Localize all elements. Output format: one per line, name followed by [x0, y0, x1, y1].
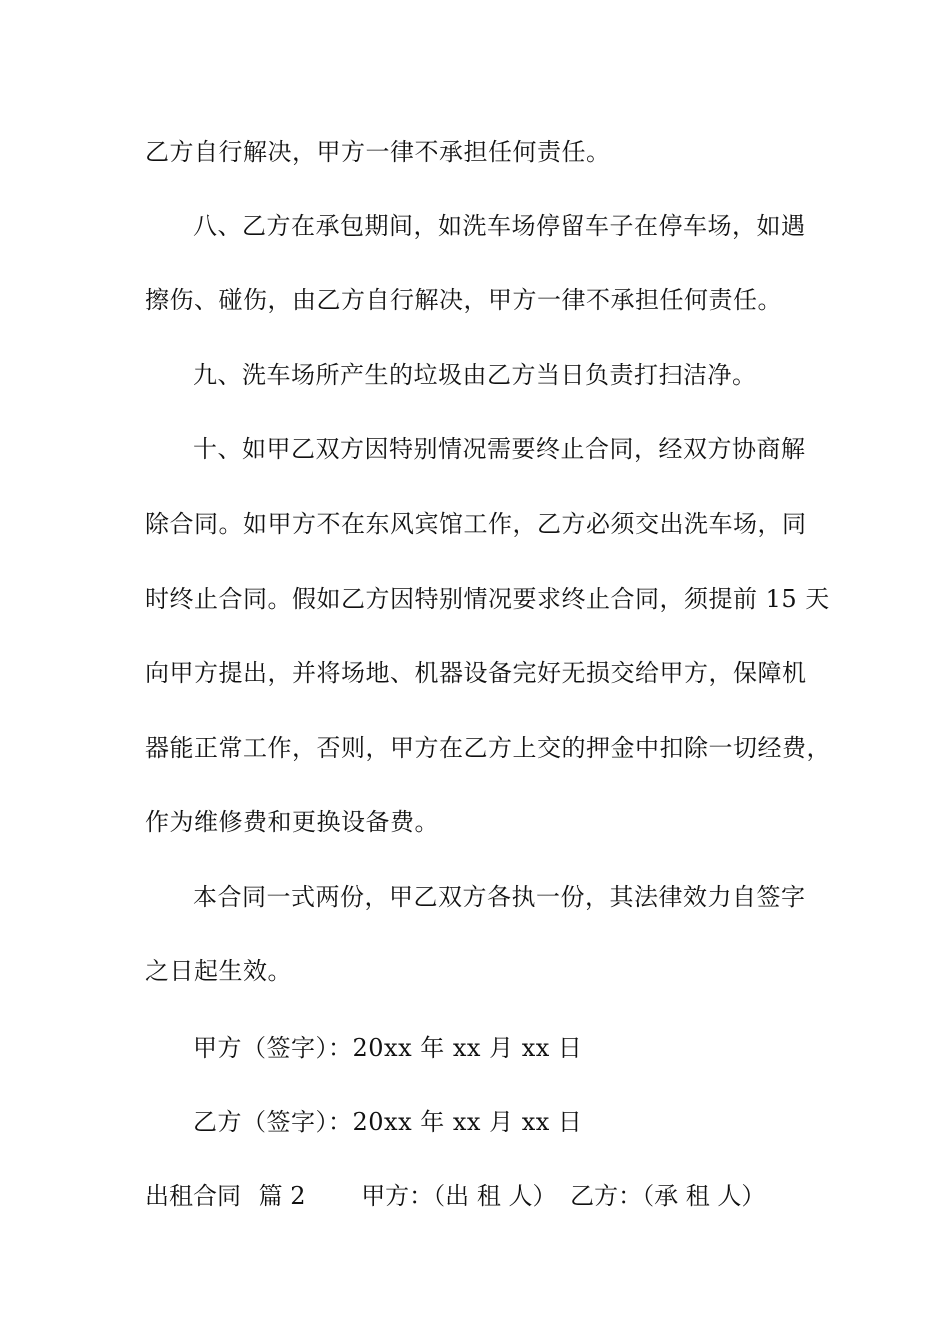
text-line-2: 八、乙方在承包期间，如洗车场停留车子在停车场，如遇	[193, 212, 806, 240]
text-line-11: 本合同一式两份，甲乙双方各执一份，其法律效力自签字	[193, 883, 806, 911]
next-contract-heading	[145, 1181, 765, 1211]
text-line-4: 九、洗车场所产生的垃圾由乙方当日负责打扫洁净。	[193, 361, 757, 389]
text-line-6: 除合同。如甲方不在东风宾馆工作，乙方必须交出洗车场，同	[145, 510, 807, 538]
text-line-8: 向甲方提出，并将场地、机器设备完好无损交给甲方，保障机	[145, 659, 807, 687]
party-b-label: 乙方：（承 租 人）	[570, 1182, 766, 1210]
text-line-7: 时终止合同。假如乙方因特别情况要求终止合同，须提前 15 天	[145, 585, 830, 613]
text-line-9: 器能正常工作，否则，甲方在乙方上交的押金中扣除一切经费，	[145, 734, 831, 762]
section-label: 篇 2	[258, 1182, 306, 1210]
signature-line-party-b: 乙方（签字）：20xx 年 xx 月 xx 日	[193, 1108, 583, 1136]
text-line-1: 乙方自行解决，甲方一律不承担任何责任。	[145, 138, 611, 166]
text-line-10: 作为维修费和更换设备费。	[145, 808, 439, 836]
text-line-3: 擦伤、碰伤，由乙方自行解决，甲方一律不承担任何责任。	[145, 286, 782, 314]
text-line-5: 十、如甲乙双方因特别情况需要终止合同，经双方协商解	[193, 435, 806, 463]
contract-title: 出租合同	[145, 1182, 241, 1210]
text-line-12: 之日起生效。	[145, 957, 292, 985]
party-a-label: 甲方：（出 租 人）	[361, 1182, 557, 1210]
signature-line-party-a: 甲方（签字）：20xx 年 xx 月 xx 日	[193, 1034, 583, 1062]
